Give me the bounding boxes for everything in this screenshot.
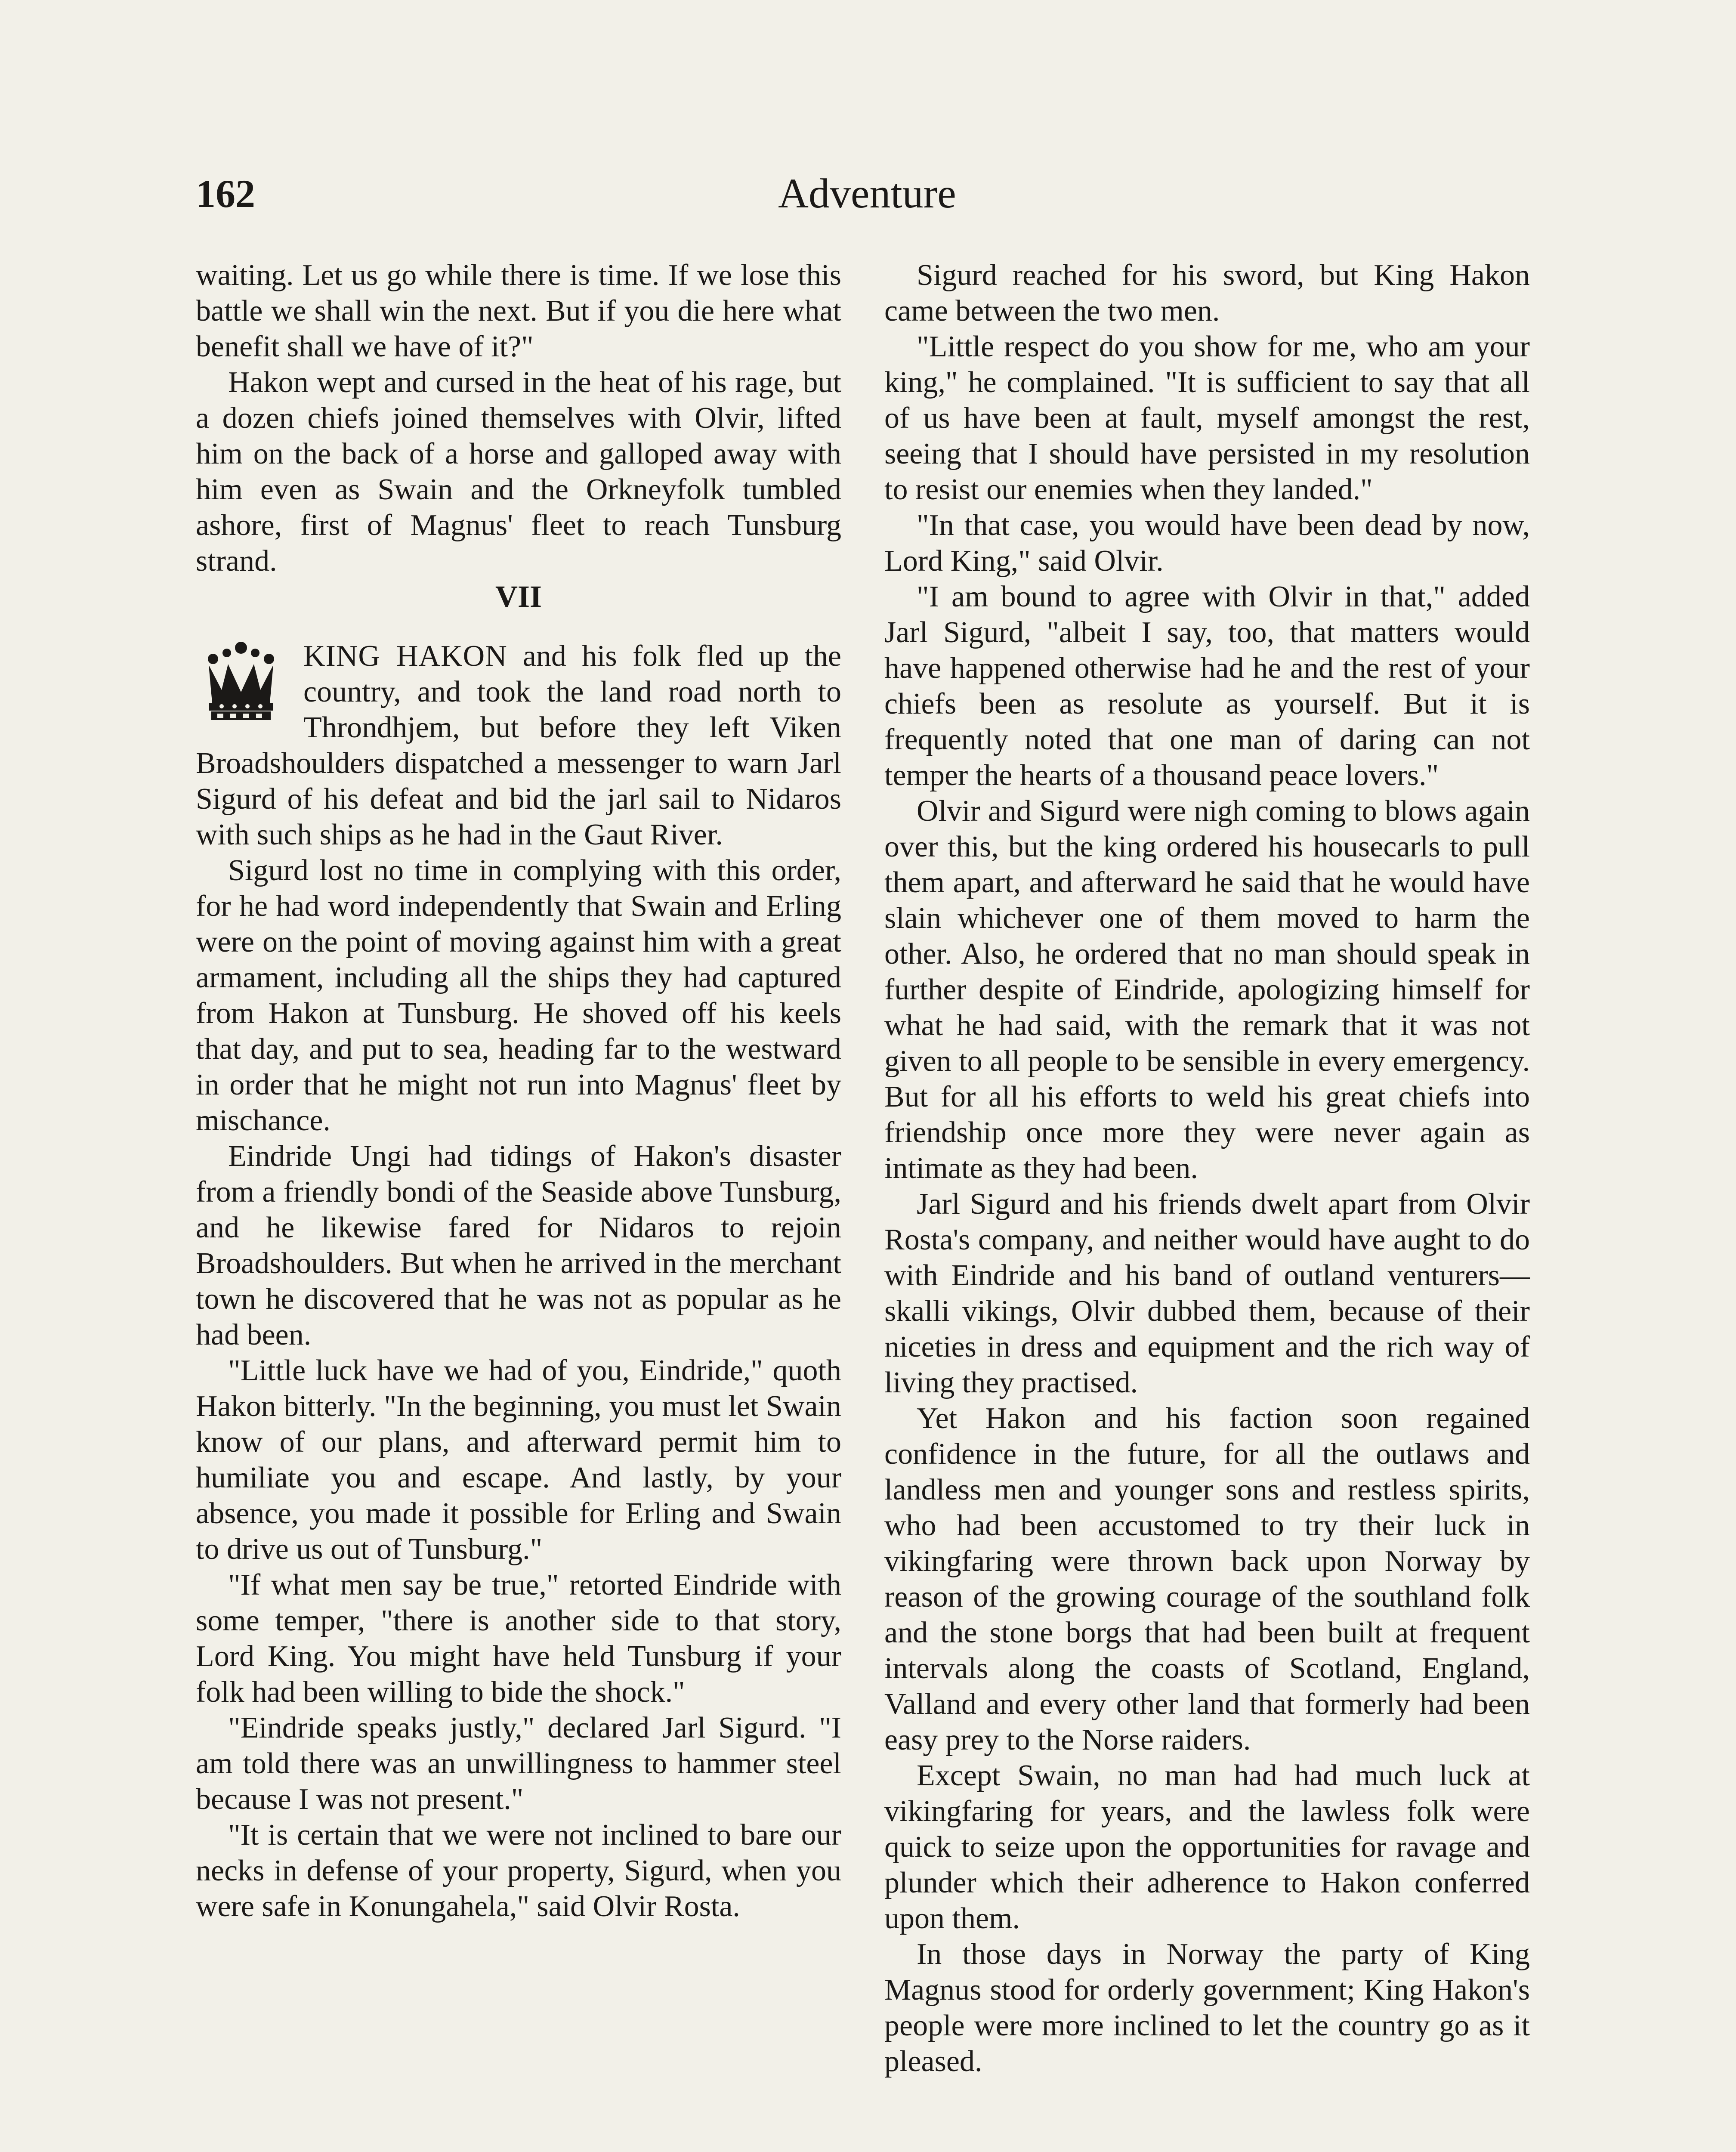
paragraph: "Little luck have we had of you, Eindride," quoth Hakon bitterly. "In the beginning, you must let Swain know of our plans, and afterward permit him to humiliate you and escape. And lastly, by your absence, you made it possible for Erling and Swain to drive us out of Tunsburg." (196, 1354, 841, 1566)
lead-words: KING HAKON (303, 640, 507, 673)
paragraph: waiting. Let us go while there is time. If we lose this battle we shall win the next. But if you die here what benefit shall we have of it?" (196, 259, 841, 363)
paragraph: Olvir and Sigurd were nigh coming to blows again over this, but the king ordered his housecarls to pull them apart, and afterward he said that he would have slain whichever one of them moved to harm the other. Also, he ordered that no man should speak in further despite of Eindride, apologizing himself for what he had said, with the remark that it was not given to all people to be sensible in every emergency. But for all his efforts to weld his great chiefs into friendship once more they were never again as intimate as they had been. (884, 795, 1530, 1185)
paragraph: "If what men say be true," retorted Eindride with some temper, "there is another side to that story, Lord King. You might have held Tunsburg if your folk had been willing to bide the shock." (196, 1568, 841, 1709)
paragraph: Jarl Sigurd and his friends dwelt apart from Olvir Rosta's company, and neither would have aught to do with Eindride and his band of outland venturers—skalli vikings, Olvir dubbed them, because of their niceties in dress and equipment and the rich way of living they practised. (884, 1187, 1530, 1399)
paragraph: Sigurd reached for his sword, but King Hakon came between the two men. (884, 259, 1530, 328)
paragraph: "Little respect do you show for me, who am your king," he complained. "It is sufficient to say that all of us have been at fault, myself amongst the rest, seeing that I should have persisted in my resolution to resist our enemies when they landed." (884, 330, 1530, 506)
running-title: Adventure (778, 170, 956, 217)
paragraph: "It is certain that we were not inclined to bare our necks in defense of your property, Sigurd, when you were safe in Konungahela," said Olvir Rosta. (196, 1818, 841, 1923)
right-column (884, 257, 1530, 2079)
paragraph: Sigurd lost no time in complying with this order, for he had word independently that Swain and Erling were on the point of moving against him with a great armament, including all the ships they had captured from Hakon at Tunsburg. He shoved off his keels that day, and put to sea, heading far to the westward in order that he might not run into Magnus' fleet by mischance. (196, 854, 841, 1137)
left-column (196, 257, 841, 1924)
paragraph-text: and his folk fled up the country, and took the land road north to Throndhjem, but before they left Viken Broadshoulders dispatched a messenger to warn Jarl Sigurd of his defeat and bid the jarl sail to Nidaros with such ships as he had in the Gaut River. (196, 640, 841, 851)
section-heading: VII (495, 579, 542, 614)
paragraph-with-dropcap (196, 638, 841, 853)
paragraph: Hakon wept and cursed in the heat of his rage, but a dozen chiefs joined themselves with Olvir, lifted him on the back of a horse and galloped away with him even as Swain and the Orkneyfolk tumbled ashore, first of Magnus' fleet to reach Tunsburg strand. (196, 366, 841, 578)
page-number: 162 (196, 172, 255, 216)
paragraph: Eindride Ungi had tidings of Hakon's disaster from a friendly bondi of the Seaside above Tunsburg, and he likewise fared for Nidaros to rejoin Broadshoulders. But when he arrived in the merchant town he discovered that he was not as popular as he had been. (196, 1140, 841, 1351)
paragraph: "I am bound to agree with Olvir in that," added Jarl Sigurd, "albeit I say, too, that matters would have happened otherwise had he and the rest of your chiefs been as resolute as yourself. But it is frequently noted that one man of daring can not temper the hearts of a thousand peace lovers." (884, 580, 1530, 792)
paragraph: In those days in Norway the party of King Magnus stood for orderly government; King Hakon's people were more inclined to let the country go as it pleased. (884, 1938, 1530, 2078)
paragraph: Yet Hakon and his faction soon regained confidence in the future, for all the outlaws and landless men and younger sons and restless spirits, who had been accustomed to try their luck in vikingfaring were thrown back upon Norway by reason of the growing courage of the southland folk and the stone borgs that had been built at frequent intervals along the coasts of Scotland, England, Valland and every other land that formerly had been easy prey to the Norse raiders. (884, 1402, 1530, 1756)
page-header (196, 166, 1538, 222)
paragraph: "In that case, you would have been dead by now, Lord King," said Olvir. (884, 509, 1530, 578)
crown-icon (196, 638, 286, 724)
paragraph: "Eindride speaks justly," declared Jarl Sigurd. "I am told there was an unwillingness to hammer steel because I was not present." (196, 1711, 841, 1816)
paragraph: Except Swain, no man had had much luck at vikingfaring for years, and the lawless folk were quick to seize upon the opportunities for ravage and plunder which their adherence to Hakon conferred upon them. (884, 1759, 1530, 1935)
